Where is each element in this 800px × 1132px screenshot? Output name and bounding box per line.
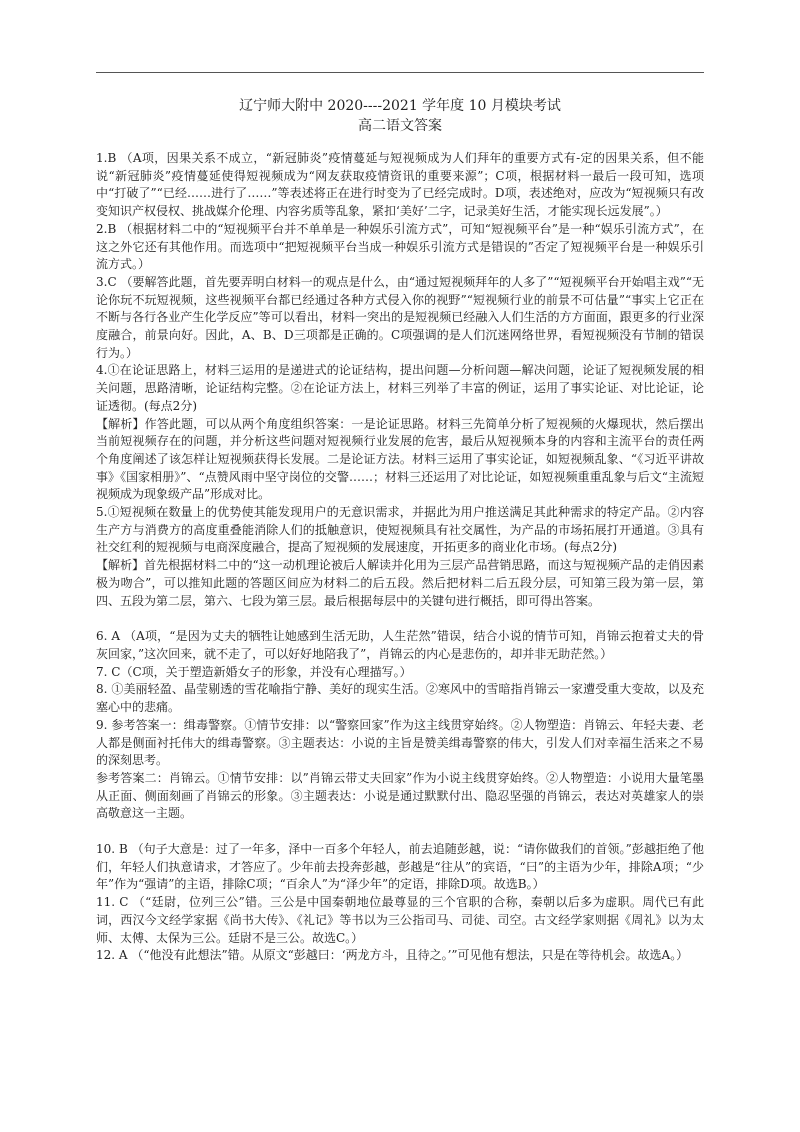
answer-9-option-1: 9. 参考答案一：缉毒警察。①情节安排：以“警察回家”作为这主线贯穿始终。②人物塑造：肖锦云、年轻夫妻、老人都是侧面衬托伟大的缉毒警察。③主题表达：小说的主旨是赞美缉毒警察的伟大，引发人们对幸福生活来之不易的深刻思考。	[96, 717, 704, 768]
answer-2: 2.B （根据材料二中的“短视频平台并不单单是一种娱乐引流方式”，可知“短视频平台”是一种“娱乐引流方式”，在这之外它还有其他作用。而选项中“把短视频平台当成一种娱乐引流方式是错误的”否定了短视频平台是一种娱乐引流方式。）	[96, 221, 704, 272]
document-title: 辽宁师大附中 2020----2021 学年度 10 月模块考试	[239, 98, 561, 114]
answer-5: 5.①短视频在数量上的优势使其能发现用户的无意识需求，并据此为用户推送满足其此种需求的特定产品。②内容生产方与消费方的高度重叠能消除人们的抵触意识，使短视频具有社交属性，为产品的市场拓展打开通道。③具有社交红利的短视频与电商深度融合，提高了短视频的发展速度，开拓更多的商业化市场。(每点2分)	[96, 505, 704, 555]
answer-6: 6. A （A项，“是因为丈夫的牺牲让她感到生活无助，人生茫然”错误，结合小说的情节可知，肖锦云抱着丈夫的骨灰回家，”这次回来，就不走了，可以好好地陪我了”，肖锦云的内心是悲伤的，却并非无助茫然。）	[96, 629, 704, 661]
answer-1: 1.B （A项，因果关系不成立，“新冠肺炎”疫情蔓延与短视频成为人们拜年的重要方式有-定的因果关系，但不能说“新冠肺炎”疫情蔓延使得短视频成为“网友获取疫情资讯的重要来源”；C项，根据材料一最后一段可知，选项中“打破了”“已经……进行了……”等表述将正在进行时变为了已经完成时。D项，表述绝对，应改为“短视频只有改变知识产权侵权、挑战媒介伦理、内容劣质等乱象，紧扣‘美好’二字，记录美好生活，才能实现长远发展”。）	[96, 151, 704, 219]
answer-12: 12. A （“他没有此想法”错。从原文“彭越曰：‘两龙方斗，且待之。’”可见他有想法，只是在等待机会。故选A。）	[96, 948, 689, 963]
answer-body	[96, 150, 704, 965]
answer-4: 4.①在论证思路上，材料三运用的是递进式的论证结构，提出问题—分析问题—解决问题，论证了短视频发展的相关问题，思路清晰，论证结构完整。②在论证方法上，材料三列举了丰富的例证，运用了事实论证、对比论证，论证透彻。(每点2分)	[96, 363, 704, 413]
answer-7: 7. C（C项，关于塑造新婚女子的形象，并没有心理描写。）	[96, 664, 412, 679]
answer-10: 10. B （句子大意是：过了一年多，泽中一百多个年轻人，前去追随彭越，说：“请你做我们的首领。”彭越拒绝了他们，年轻人们执意请求，才答应了。少年前去投奔彭越，彭越是“往从”的宾语，“曰”的主语为少年，排除A项；“少年”作为“强请”的主语，排除C项；“百余人”为“泽少年”的定语，排除D项。故选B。）	[96, 842, 704, 892]
section-gap	[96, 610, 704, 628]
document-header	[96, 96, 704, 136]
answer-5-analysis: 【解析】首先根据材料二中的“这一动机理论被后人解读并化用为三层产品营销思路，而这与短视频产品的走俏因素极为吻合”，可以推知此题的答题区间应为材料二的后五段。然后把材料二后五段分层，可知第三段为第一层，第四、五段为第二层，第六、七段为第三层。最后根据每层中的关键句进行概括，即可得出答案。	[96, 558, 704, 608]
section-gap	[96, 823, 704, 841]
answer-8: 8. ①美丽轻盈、晶莹剔透的雪花喻指宁静、美好的现实生活。②寒风中的雪暗指肖锦云一家遭受重大变故，以及充塞心中的悲痛。	[96, 682, 704, 715]
answer-11: 11. C （“廷尉，位列三公”错。三公是中国秦朝地位最尊显的三个官职的合称，秦朝以后多为虚职。周代已有此词，西汉今文经学家据《尚书大传》、《礼记》等书以为三公指司马、司徒、司空。古文经学家则据《周礼》以为太师、太傅、太保为三公。廷尉不是三公。故选C。）	[96, 895, 704, 945]
top-rule	[96, 72, 704, 73]
answer-4-analysis: 【解析】作答此题，可以从两个角度组织答案：一是论证思路。材料三先简单分析了短视频的火爆现状，然后摆出当前短视频存在的问题，并分析这些问题对短视频行业发展的危害，最后从短视频本身的内容和主流平台的责任两个角度阐述了该怎样让短视频获得长发展。二是论证方法。材料三运用了事实论证，如短视频乱象、“《习近平讲故事》《国家相册》”、“点赞风雨中坚守岗位的交警……；材料三还运用了对比论证，如短视频重重乱象与后文“主流短视频成为现象级产品”形成对比。	[96, 416, 704, 502]
answer-9-option-2: 参考答案二：肖锦云。①情节安排：以”肖锦云带丈夫回家”作为小说主线贯穿始终。②人物塑造：小说用大量笔墨从正面、侧面刻画了肖锦云的形象。③主题表达：小说是通过默默付出、隐忍坚强的肖锦云，表达对英雄家人的崇高敬意这一主题。	[96, 770, 704, 821]
document-subtitle: 高二语文答案	[358, 118, 442, 134]
answer-3: 3.C （要解答此题，首先要弄明白材料一的观点是什么，由“通过短视频拜年的人多了”“短视频平台开始唱主戏”“无论你玩不玩短视频，这些视频平台都已经通过各种方式侵入你的视野”“短视频行业的前景不可估量”“事实上它正在不断与各行各业产生化学反应”等可以看出，材料一突出的是短视频已经融入人们生活的方方面面，跟更多的行业深度融合，前景向好。因此，A、B、D三项都是正确的。C项强调的是人们沉迷网络世界，看短视频没有节制的错误行为。）	[96, 274, 704, 360]
